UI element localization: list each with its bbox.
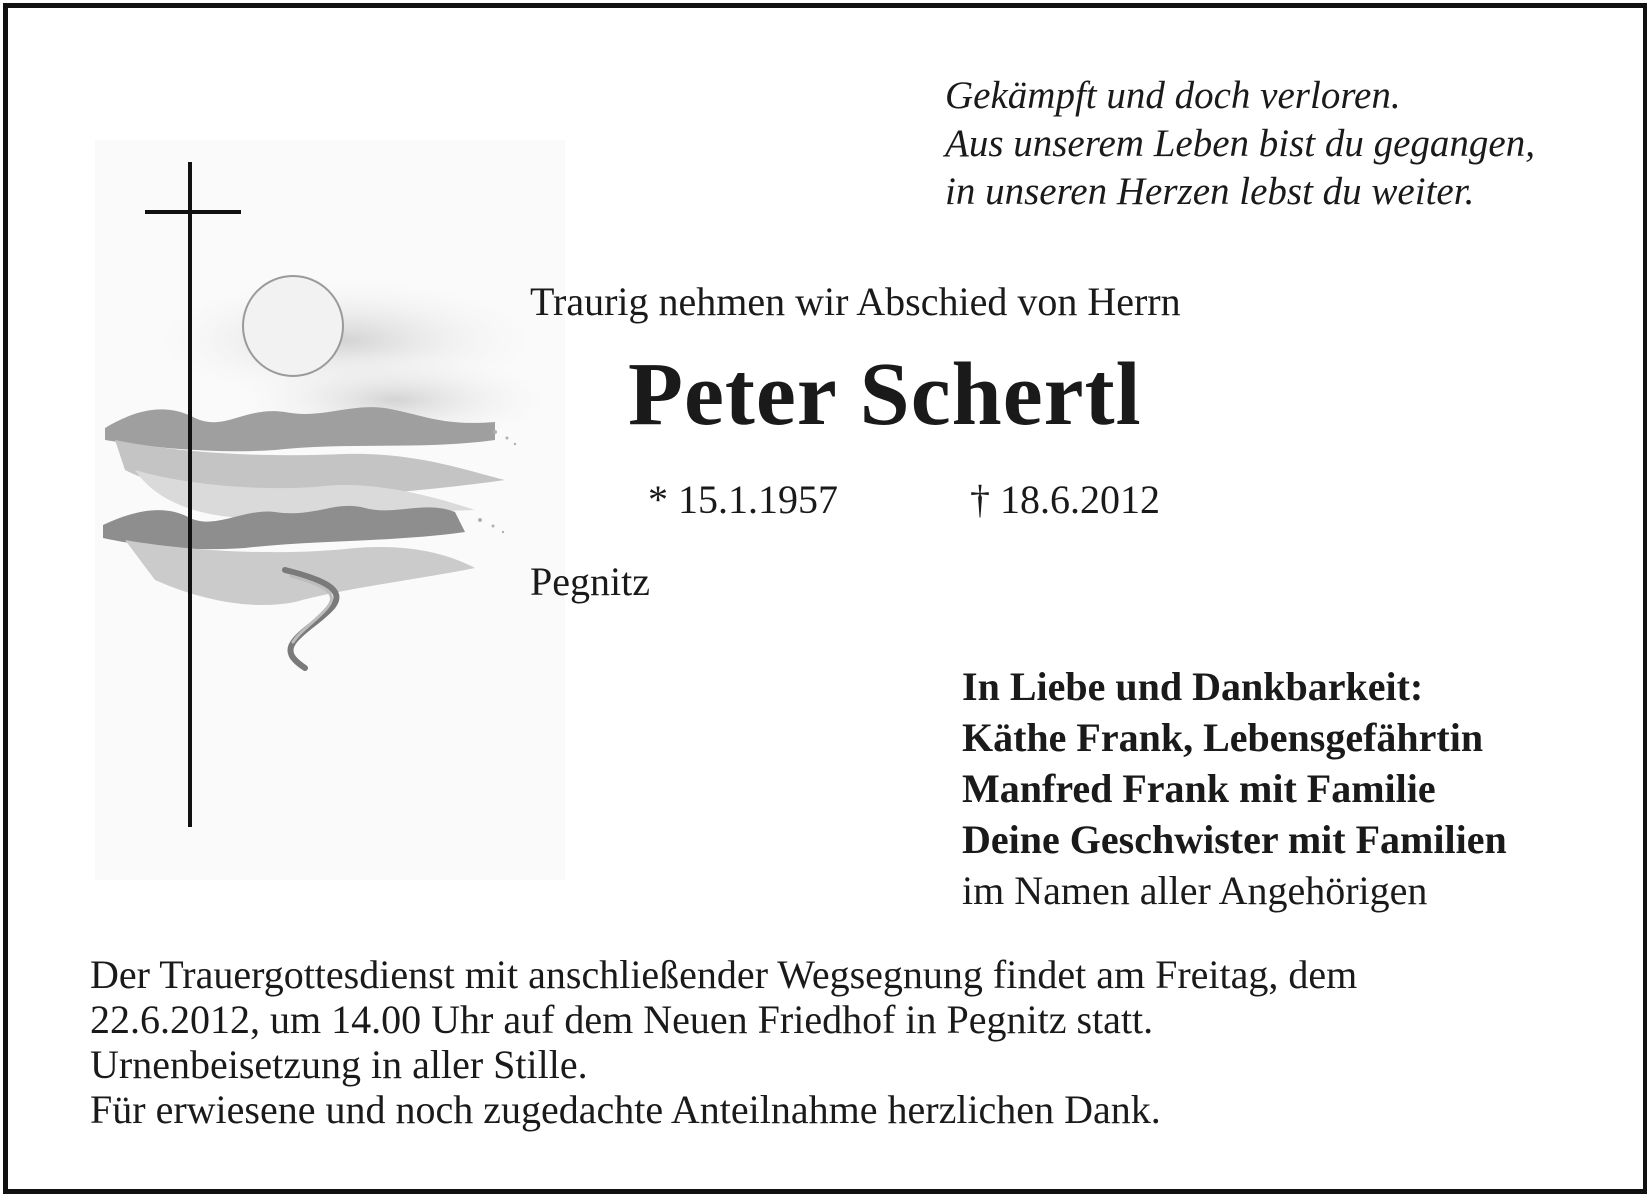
mourner-name: Manfred Frank mit Familie: [962, 766, 1436, 811]
funeral-notice: [90, 952, 1357, 1132]
notice-line: 22.6.2012, um 14.00 Uhr auf dem Neuen Friedhof in Pegnitz statt.: [90, 997, 1154, 1042]
mourner-name: Käthe Frank, Lebensgefährtin: [962, 715, 1484, 760]
mourners-block: [962, 661, 1507, 916]
hometown: Pegnitz: [530, 559, 650, 604]
birth-date: * 15.1.1957: [648, 477, 838, 522]
death-date: † 18.6.2012: [970, 477, 1160, 522]
mourner-name: Deine Geschwister mit Familien: [962, 817, 1507, 862]
cross-vertical-beam: [188, 162, 192, 827]
quote-line: Aus unserem Leben bist du gegangen,: [945, 122, 1535, 165]
deceased-name: Peter Schertl: [628, 345, 1142, 444]
sun-icon: [243, 276, 343, 376]
quote-line: in unseren Herzen lebst du weiter.: [945, 170, 1475, 213]
farewell-intro: Traurig nehmen wir Abschied von Herrn: [530, 279, 1181, 324]
memorial-quote: [945, 72, 1535, 216]
notice-line: Urnenbeisetzung in aller Stille.: [90, 1042, 588, 1087]
notice-line: Der Trauergottesdienst mit anschließender Wegsegnung findet am Freitag, dem: [90, 952, 1358, 997]
mourners-heading: In Liebe und Dankbarkeit:: [962, 664, 1424, 709]
notice-line: Für erwiesene und noch zugedachte Anteilnahme herzlichen Dank.: [90, 1087, 1161, 1132]
cross-horizontal-beam: [145, 210, 241, 214]
mourners-closing: im Namen aller Angehörigen: [962, 868, 1428, 913]
quote-line: Gekämpft und doch verloren.: [945, 74, 1401, 117]
cross-landscape-illustration: [95, 140, 565, 880]
